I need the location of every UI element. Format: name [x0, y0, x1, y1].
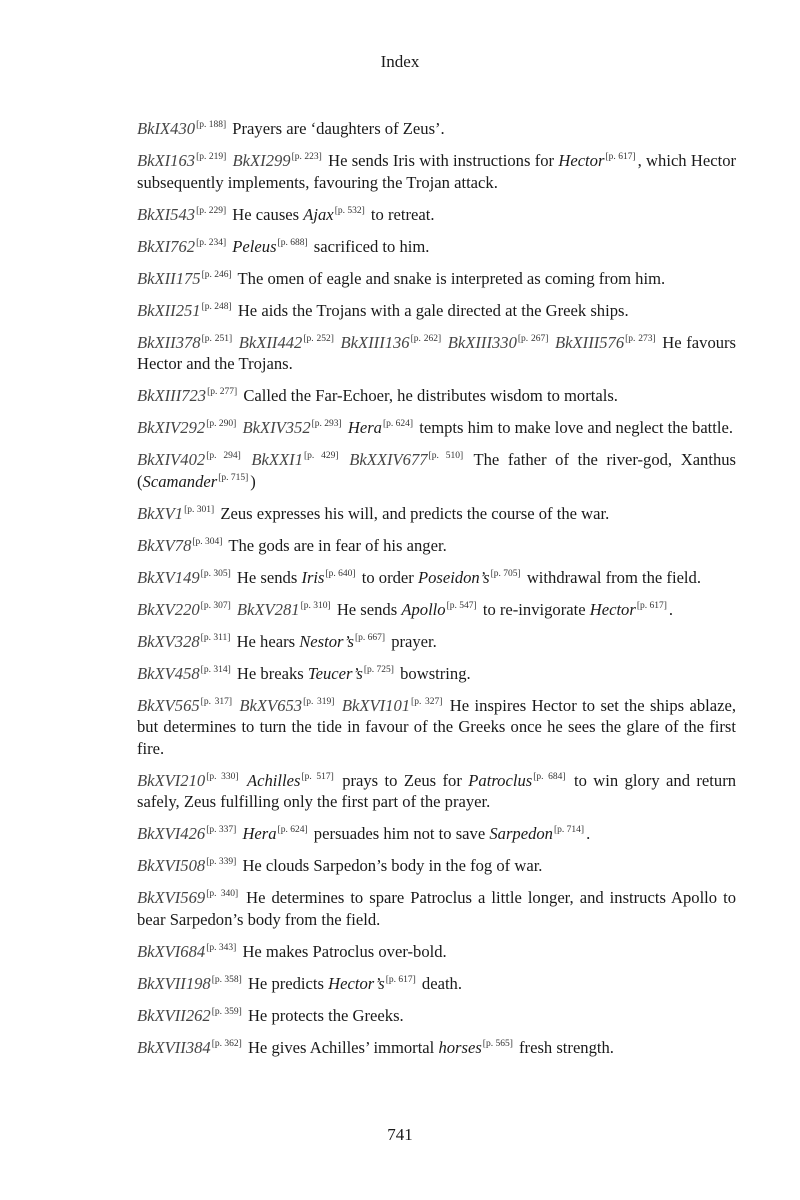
entry-text: He clouds Sarpedon’s body in the fog of war.	[242, 856, 543, 875]
page-reference[interactable]: [p. 358]	[211, 974, 242, 985]
entry-text: He breaks	[236, 663, 304, 683]
entry-text: He sends	[236, 567, 298, 587]
page-reference[interactable]: [p. 262]	[410, 333, 442, 344]
book-line-reference[interactable]: BkXIV402	[137, 450, 206, 469]
index-entry	[137, 204, 736, 226]
page-reference[interactable]: [p. 188]	[196, 120, 227, 131]
book-line-reference[interactable]: BkXIII330	[447, 332, 517, 352]
name-link[interactable]: Achilles	[246, 770, 301, 790]
page-reference[interactable]: [p. 307]	[200, 600, 231, 611]
index-entry	[137, 417, 736, 439]
page-reference[interactable]: [p. 565]	[482, 1038, 513, 1049]
page-reference[interactable]: [p. 429]	[304, 451, 339, 462]
name-link[interactable]: Ajax	[303, 204, 334, 224]
book-line-reference[interactable]: BkXIII136	[340, 332, 410, 352]
page-reference[interactable]: [p. 293]	[311, 419, 342, 430]
page-reference[interactable]: [p. 547]	[446, 600, 477, 611]
book-line-reference[interactable]: BkXIV352	[242, 418, 311, 437]
page-reference[interactable]: [p. 339]	[206, 857, 237, 868]
entry-text: bowstring.	[400, 663, 471, 683]
entry-text: He inspires Hector to set the ships ablaze, but determines to turn the tide in favour of the Greeks once he sees the glare of the first fire.	[137, 695, 736, 758]
book-line-reference[interactable]: BkXII378	[137, 332, 201, 352]
name-link[interactable]: Apollo	[401, 599, 446, 619]
book-line-reference[interactable]: BkXVI508	[137, 856, 206, 875]
entry-text: He makes Patroclus over-bold.	[242, 941, 447, 961]
index-entry	[137, 236, 736, 258]
name-link[interactable]: Scamander	[142, 471, 218, 491]
book-line-reference[interactable]: BkXII442	[238, 332, 303, 352]
page-reference[interactable]: [p. 715]	[218, 472, 249, 483]
book-line-reference[interactable]: BkXIII576	[555, 332, 625, 352]
book-line-reference[interactable]: BkXV149	[137, 567, 200, 587]
page-reference[interactable]: [p. 517]	[301, 771, 334, 782]
page-reference[interactable]: [p. 362]	[211, 1038, 242, 1049]
book-line-reference[interactable]: BkXVII384	[137, 1037, 211, 1057]
page-reference[interactable]: [p. 219]	[196, 152, 227, 163]
index-entry	[137, 695, 736, 760]
entry-text: Prayers are ‘daughters of Zeus’.	[232, 119, 445, 138]
name-link[interactable]: Teucer’s	[307, 663, 363, 683]
name-link[interactable]: horses	[438, 1037, 482, 1057]
entry-text: He sends	[336, 599, 398, 619]
entry-text: persuades him not to save	[313, 824, 486, 843]
name-link[interactable]: Iris	[301, 567, 325, 587]
book-line-reference[interactable]: BkXIII723	[137, 386, 207, 405]
entry-text: to win glory and return safely, Zeus fulfilling only the first part of the prayer.	[137, 770, 737, 811]
name-link[interactable]: Hera	[242, 824, 277, 843]
entry-text: .	[586, 824, 591, 843]
name-link[interactable]: Nestor’s	[299, 631, 354, 651]
page-reference[interactable]: [p. 337]	[206, 825, 237, 836]
entry-text: prayer.	[391, 631, 437, 651]
entry-text: tempts him to make love and neglect the battle.	[419, 418, 734, 437]
index-entry	[137, 599, 736, 621]
entry-text: Zeus expresses his will, and predicts the course of the war.	[220, 503, 610, 523]
book-line-reference[interactable]: BkXV78	[137, 535, 192, 555]
entry-text: death.	[421, 973, 463, 993]
entry-text: He gives Achilles’ immortal	[247, 1037, 435, 1057]
entry-text: He causes	[232, 204, 300, 224]
entry-text: .	[668, 599, 674, 619]
name-link[interactable]: Hector’s	[328, 973, 385, 993]
page-reference[interactable]: [p. 251]	[201, 333, 233, 344]
page-reference[interactable]: [p. 252]	[303, 333, 334, 344]
index-entry	[137, 823, 736, 845]
index-entry	[137, 268, 736, 290]
page-reference[interactable]: [p. 301]	[184, 504, 215, 515]
page-reference[interactable]: [p. 340]	[206, 889, 239, 900]
index-entry	[137, 300, 736, 322]
name-link[interactable]: Sarpedon	[489, 824, 553, 843]
page-reference[interactable]: [p. 229]	[196, 205, 227, 216]
entry-text: He protects the Greeks.	[247, 1005, 404, 1025]
index-entry	[137, 1005, 736, 1027]
page-reference[interactable]: [p. 290]	[206, 419, 237, 430]
entry-text: He determines to spare Patroclus a little longer, and instructs Apollo to bear Sarpedon’s body from the field.	[137, 888, 736, 929]
book-line-reference[interactable]: BkXVII262	[137, 1005, 211, 1025]
page-reference[interactable]: [p. 317]	[200, 696, 233, 707]
entry-text: The father of the river-god, Xanthus (	[137, 450, 737, 491]
entry-text: to order	[361, 567, 414, 587]
page-reference[interactable]: [p. 714]	[553, 825, 585, 836]
index-entry	[137, 449, 736, 492]
entry-text: withdrawal from the field.	[526, 567, 701, 587]
page-reference[interactable]: [p. 684]	[533, 771, 566, 782]
index-entries	[137, 118, 736, 1069]
index-entry	[137, 663, 736, 685]
page-reference[interactable]: [p. 304]	[192, 536, 223, 547]
index-entry	[137, 973, 736, 995]
page-reference[interactable]: [p. 246]	[201, 269, 232, 280]
page-reference[interactable]: [p. 617]	[605, 152, 636, 163]
page-reference[interactable]: [p. 725]	[363, 664, 394, 675]
page-reference[interactable]: [p. 624]	[277, 825, 308, 836]
book-line-reference[interactable]: BkXV653	[239, 695, 303, 715]
book-line-reference[interactable]: BkXI163	[137, 151, 196, 170]
book-line-reference[interactable]: BkXV1	[137, 503, 184, 523]
entry-text: , which Hector subsequently implements, favouring the Trojan attack.	[137, 151, 737, 192]
entry-text: He sends Iris with instructions for	[328, 151, 555, 170]
entry-text: sacrificed to him.	[313, 236, 430, 256]
page-reference[interactable]: [p. 267]	[517, 333, 549, 344]
page-reference[interactable]: [p. 330]	[206, 771, 239, 782]
book-line-reference[interactable]: BkXVI684	[137, 941, 206, 961]
page-reference[interactable]: [p. 319]	[303, 696, 335, 707]
book-line-reference[interactable]: BkXV565	[137, 695, 200, 715]
page-reference[interactable]: [p. 510]	[428, 451, 464, 462]
page-reference[interactable]: [p. 223]	[291, 152, 322, 163]
book-line-reference[interactable]: BkXII251	[137, 300, 201, 320]
book-line-reference[interactable]: BkXI762	[137, 236, 196, 256]
page-reference[interactable]: [p. 688]	[277, 237, 308, 248]
page-reference[interactable]: [p. 248]	[201, 301, 232, 312]
book-line-reference[interactable]: BkXV328	[137, 631, 200, 651]
entry-text: )	[250, 471, 256, 491]
book-line-reference[interactable]: BkXV281	[236, 599, 300, 619]
page-reference[interactable]: [p. 327]	[411, 696, 443, 707]
book-line-reference[interactable]: BkXVI101	[341, 695, 411, 715]
name-link[interactable]: Patroclus	[468, 770, 533, 790]
index-entry	[137, 118, 736, 140]
page-reference[interactable]: [p. 617]	[636, 600, 667, 611]
entry-text: He hears	[236, 631, 296, 651]
index-entry	[137, 535, 736, 557]
index-entry	[137, 150, 736, 193]
book-line-reference[interactable]: BkXXIV677	[349, 450, 428, 469]
name-link[interactable]: Hector	[558, 151, 605, 170]
book-line-reference[interactable]: BkXXI1	[251, 450, 304, 469]
page-reference[interactable]: [p. 667]	[354, 632, 386, 643]
index-entry	[137, 941, 736, 963]
book-line-reference[interactable]: BkXVI210	[137, 770, 206, 790]
page-reference[interactable]: [p. 277]	[207, 387, 238, 398]
book-line-reference[interactable]: BkXI543	[137, 204, 196, 224]
entry-text: fresh strength.	[519, 1037, 614, 1057]
page-reference[interactable]: [p. 305]	[200, 568, 231, 579]
index-entry	[137, 332, 736, 375]
page-reference[interactable]: [p. 532]	[334, 205, 365, 216]
page-header: Index	[380, 52, 420, 71]
page-reference[interactable]: [p. 311]	[200, 632, 231, 643]
page-reference[interactable]: [p. 343]	[206, 942, 237, 953]
book-line-reference[interactable]: BkXI299	[232, 151, 291, 170]
page-reference[interactable]: [p. 617]	[385, 974, 416, 985]
book-line-reference[interactable]: BkIX430	[137, 119, 196, 138]
name-link[interactable]: Peleus	[232, 236, 277, 256]
page-reference[interactable]: [p. 294]	[206, 451, 241, 462]
book-line-reference[interactable]: BkXV458	[137, 663, 200, 683]
page-reference[interactable]: [p. 624]	[382, 419, 414, 430]
index-entry	[137, 385, 736, 407]
page-reference[interactable]: [p. 234]	[196, 237, 227, 248]
name-link[interactable]: Hera	[347, 418, 382, 437]
index-entry	[137, 503, 736, 525]
entry-text: He predicts	[247, 973, 324, 993]
book-line-reference[interactable]: BkXVI569	[137, 888, 206, 907]
index-entry	[137, 1037, 736, 1059]
index-entry	[137, 770, 736, 813]
entry-text: to re-invigorate	[482, 599, 586, 619]
page-reference[interactable]: [p. 314]	[200, 664, 231, 675]
page-reference[interactable]: [p. 640]	[325, 568, 356, 579]
book-line-reference[interactable]: BkXV220	[137, 599, 200, 619]
entry-text: Called the Far-Echoer, he distributes wisdom to mortals.	[243, 386, 618, 405]
name-link[interactable]: Hector	[589, 599, 636, 619]
entry-text: He favours Hector and the Trojans.	[137, 332, 737, 373]
page-number: 741	[387, 1125, 413, 1144]
page-reference[interactable]: [p. 273]	[625, 333, 656, 344]
index-entry	[137, 887, 736, 930]
name-link[interactable]: Poseidon’s	[417, 567, 490, 587]
entry-text: prays to Zeus for	[342, 770, 462, 790]
book-line-reference[interactable]: BkXVII198	[137, 973, 211, 993]
book-line-reference[interactable]: BkXVI426	[137, 824, 206, 843]
entry-text: The gods are in fear of his anger.	[228, 535, 447, 555]
book-line-reference[interactable]: BkXIV292	[137, 418, 206, 437]
entry-text: The omen of eagle and snake is interpreted as coming from him.	[237, 268, 666, 288]
page-reference[interactable]: [p. 705]	[490, 568, 521, 579]
page-reference[interactable]: [p. 359]	[211, 1006, 242, 1017]
page-reference[interactable]: [p. 310]	[300, 600, 331, 611]
book-line-reference[interactable]: BkXII175	[137, 268, 201, 288]
index-entry	[137, 631, 736, 653]
index-entry	[137, 855, 736, 877]
index-entry	[137, 567, 736, 589]
entry-text: He aids the Trojans with a gale directed at the Greek ships.	[237, 300, 629, 320]
entry-text: to retreat.	[370, 204, 435, 224]
